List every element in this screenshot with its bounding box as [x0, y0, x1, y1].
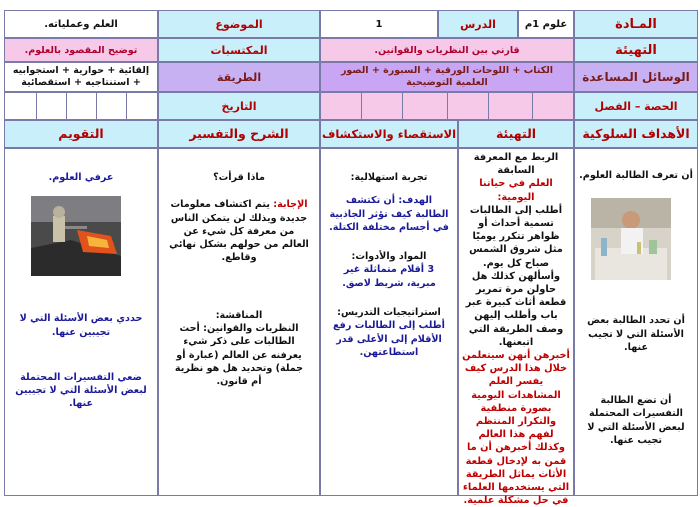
evaluation-header: التقويم	[4, 120, 158, 148]
intro-label: التهيئة	[574, 38, 698, 62]
session-divider	[488, 92, 489, 120]
lava-photo	[41, 196, 121, 276]
inquiry-materials-label: المواد والأدوات:	[351, 251, 427, 263]
topic-value: العلم وعملياته.	[4, 10, 158, 38]
inquiry-experiment: تجربة استهلالية:	[350, 172, 428, 183]
aids-label: الوسائل المساعدة	[574, 62, 698, 92]
inquiry-materials: 3 أقلام متماثلة غير مبرية، شريط لاصق.	[342, 264, 436, 289]
objective-1: أن تعرف الطالبة العلوم.	[579, 170, 693, 181]
evaluation-2: حددي بعض الأسئلة التي لا تجيبين عنها.	[19, 313, 143, 338]
date-divider	[66, 92, 67, 120]
session-divider	[402, 92, 403, 120]
objectives-column	[574, 148, 698, 496]
aids-value: الكتاب + اللوحات الورقية + السبورة + الصور العلمية التوضيحية	[320, 62, 574, 92]
subject-value: علوم 1م	[518, 10, 574, 38]
date-divider	[96, 92, 97, 120]
explain-header: الشرح والتفسير	[158, 120, 320, 148]
objective-3: أن تضع الطالبة التفسيرات المحتملة لبعض الأسئلة التي لا تجيب عنها.	[587, 395, 685, 447]
lava-photo-image	[31, 196, 121, 276]
evaluation-3: ضعي التفسيرات المحتملة لبعض الأسئلة التي لا تجيبين عنها.	[15, 371, 147, 410]
intro-header: التهيئة	[458, 120, 574, 148]
intro-column	[458, 148, 574, 507]
explain-discussion-label: المناقشة:	[215, 309, 263, 321]
gains-label: المكتسبات	[158, 38, 320, 62]
explain-question: ماذا قرأت؟	[213, 172, 265, 183]
intro-daily-science: العلم في حياتنا اليومية:	[479, 178, 553, 203]
lab-photo-image	[591, 198, 671, 280]
intro-paragraph-2: أخبرهن أنهن سيتعلمن خلال هذا الدرس كيف يفسر العلم المشاهدات اليومية بصورة منطقية والتكرار المنتظم لفهم هذا العالم وكذلك أخبرهن أن ما قمن به لإدخال قطعة الأثاث يماثل الطريقة التي يستخدمها العلماء في حل مشكلة علمية.	[462, 350, 570, 507]
evaluation-1: عرفي العلوم.	[48, 172, 114, 183]
session-divider	[361, 92, 362, 120]
session-divider	[447, 92, 448, 120]
explain-answer	[169, 198, 309, 264]
intro-prior-knowledge: الربط مع المعرفة السابقة	[473, 152, 559, 177]
subject-label: المـادة	[574, 10, 698, 38]
explain-column	[158, 148, 320, 496]
method-label: الطريقة	[158, 62, 320, 92]
session-label: الحصة – الفصل	[574, 92, 698, 120]
topic-label: الموضوع	[158, 10, 320, 38]
intro-value: قارني بين النظريات والقوانين.	[320, 38, 574, 62]
explain-discussion: النظريات والقوانين: أحث الطالبات على ذكر شيء يعرفنه عن العالم (عبارة أو جملة) وتحديد هل هو نظرية أم قانون.	[174, 323, 304, 388]
inquiry-goal: الهدف: أن تكتشف الطالبة كيف تؤثر الجاذبية في أجسام مختلفة الكتلة.	[329, 195, 449, 233]
gains-value: توضيح المقصود بالعلوم.	[4, 38, 158, 62]
session-divider	[532, 92, 533, 120]
inquiry-strategies: أطلب إلى الطالبات رفع الأقلام إلى الأعلى قدر استطاعتهن.	[333, 320, 445, 358]
date-cells	[4, 92, 158, 120]
objective-2: أن تحدد الطالبة بعض الأسئلة التي لا تجيب عنها.	[587, 315, 685, 353]
date-divider	[126, 92, 127, 120]
inquiry-column	[320, 148, 458, 496]
evaluation-column	[4, 148, 158, 496]
objectives-header: الأهداف السلوكية	[574, 120, 698, 148]
method-value: إلقائية + حوارية + استجوابيه + استنتاجيه + استقصائية	[4, 62, 158, 92]
explain-answer-label: الإجابة:	[273, 199, 308, 211]
inquiry-header: الاستقصاء والاستكشاف	[320, 120, 458, 148]
lab-photo	[601, 198, 671, 280]
intro-paragraph-1: أطلب إلى الطالبات تسمية أحداث أو ظواهر تتكرر يوميًا مثل شروق الشمس صباح كل يوم. وأسألهن كذلك هل حاولن مرة تمرير قطعة أثاث كبيرة عبر باب وأطلب إليهن وصف الطريقة التي اتبعنها.	[465, 204, 567, 348]
inquiry-strategies-label: استراتيجيات التدريس:	[337, 307, 441, 319]
date-label: التاريخ	[158, 92, 320, 120]
date-divider	[36, 92, 37, 120]
lesson-number: 1	[320, 10, 438, 38]
explain-answer-text: يتم اكتشاف معلومات جديدة ويذلك لن يتمكن الناس من معرفة كل شيء عن العالم من حولهم بشكل نهائي وقاطع.	[169, 199, 309, 264]
lesson-label: الدرس	[438, 10, 518, 38]
